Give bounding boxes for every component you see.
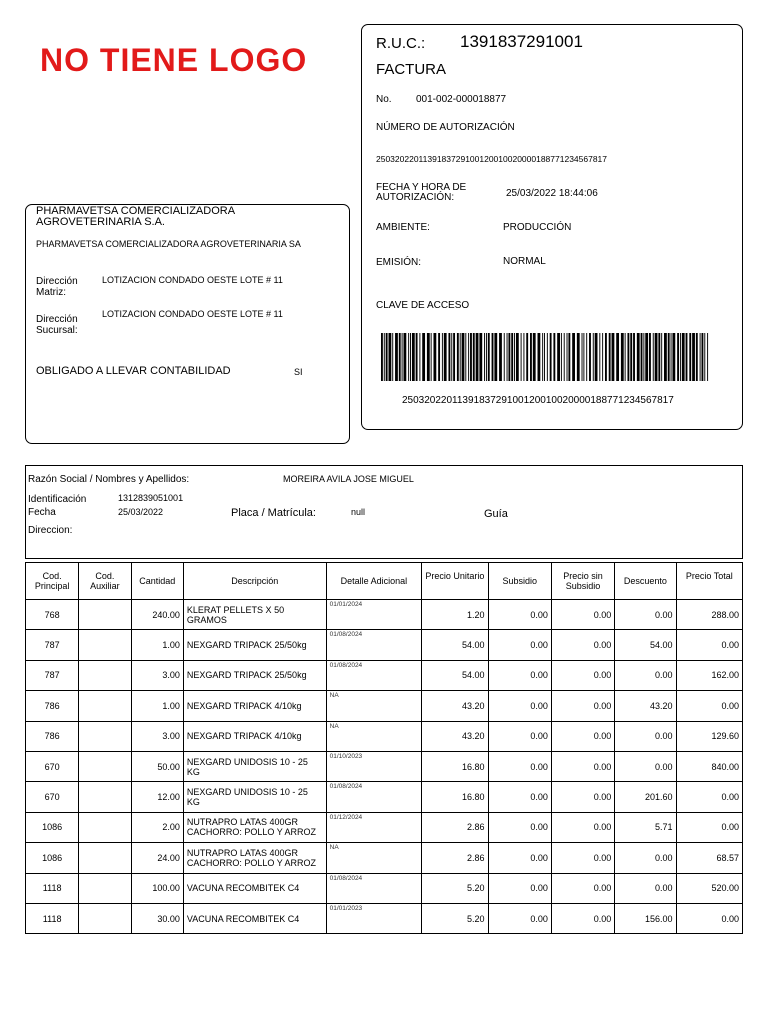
item-cantidad: 3.00 xyxy=(131,660,183,690)
barcode-bar xyxy=(507,333,508,381)
item-precio-total: 129.60 xyxy=(676,721,742,751)
barcode-bar xyxy=(460,333,461,381)
barcode-bar xyxy=(616,333,619,381)
barcode-bar xyxy=(544,333,545,381)
item-subsidio: 0.00 xyxy=(488,812,551,842)
item-cod-principal: 787 xyxy=(26,630,79,660)
item-precio-unitario: 5.20 xyxy=(422,873,488,903)
barcode-bar xyxy=(653,333,654,381)
barcode-bar xyxy=(427,333,430,381)
item-precio-total: 288.00 xyxy=(676,600,742,630)
client-name-label: Razón Social / Nombres y Apellidos: xyxy=(28,474,190,485)
environment-label: AMBIENTE: xyxy=(376,222,430,233)
barcode-bar xyxy=(630,333,632,381)
item-precio-unitario: 54.00 xyxy=(422,630,488,660)
item-precio-unitario: 16.80 xyxy=(422,782,488,812)
logo-placeholder: NO TIENE LOGO xyxy=(40,42,308,78)
item-descripcion: NEXGARD UNIDOSIS 10 - 25 KG xyxy=(183,751,326,781)
barcode-bar xyxy=(511,333,513,381)
authorization-date-label: FECHA Y HORA DE AUTORIZACIÓN: xyxy=(376,182,467,203)
item-cantidad: 1.00 xyxy=(131,630,183,660)
item-precio-unitario: 5.20 xyxy=(422,903,488,933)
item-precio-sin-subsidio: 0.00 xyxy=(551,843,614,873)
barcode-bar xyxy=(564,333,565,381)
barcode-bar xyxy=(419,333,420,381)
barcode-bar xyxy=(677,333,679,381)
barcode-bar xyxy=(403,333,406,381)
barcode-bar xyxy=(410,333,411,381)
item-cod-auxiliar xyxy=(79,751,131,781)
barcode-bar xyxy=(516,333,519,381)
item-descuento: 0.00 xyxy=(615,873,676,903)
barcode-bar xyxy=(633,333,635,381)
item-detalle-adicional: NA xyxy=(326,843,422,873)
item-cod-principal: 786 xyxy=(26,691,79,721)
item-descuento: 0.00 xyxy=(615,721,676,751)
item-descuento: 0.00 xyxy=(615,751,676,781)
item-precio-sin-subsidio: 0.00 xyxy=(551,721,614,751)
item-cantidad: 2.00 xyxy=(131,812,183,842)
item-cantidad: 100.00 xyxy=(131,873,183,903)
item-detalle-adicional: 01/08/2024 xyxy=(326,630,422,660)
table-row xyxy=(26,873,743,903)
item-subsidio: 0.00 xyxy=(488,691,551,721)
table-row xyxy=(26,660,743,690)
table-row xyxy=(26,691,743,721)
barcode-bar xyxy=(412,333,415,381)
item-cod-principal: 1118 xyxy=(26,903,79,933)
item-detalle-adicional: 01/08/2024 xyxy=(326,873,422,903)
item-cod-principal: 1086 xyxy=(26,843,79,873)
col-detalle-adicional: Detalle Adicional xyxy=(326,563,422,600)
barcode-bar xyxy=(442,333,443,381)
invoice-number-value: 001-002-000018877 xyxy=(416,94,507,105)
access-key-text: 2503202201139183729100120010020000188771234567817 xyxy=(402,395,674,406)
barcode-bar xyxy=(386,333,388,381)
barcode-bar xyxy=(389,333,392,381)
barcode-bar xyxy=(494,333,497,381)
barcode-bar xyxy=(625,333,626,381)
item-cod-auxiliar xyxy=(79,721,131,751)
item-cantidad: 50.00 xyxy=(131,751,183,781)
barcode-bar xyxy=(521,333,522,381)
item-detalle-adicional: 01/12/2024 xyxy=(326,812,422,842)
emission-value: NORMAL xyxy=(503,256,546,267)
item-descripcion: NUTRAPRO LATAS 400GR CACHORRO: POLLO Y ARROZ xyxy=(183,812,326,842)
barcode-bar xyxy=(381,333,383,381)
barcode-bar xyxy=(457,333,459,381)
item-descuento: 54.00 xyxy=(615,630,676,660)
plate-value: null xyxy=(351,507,366,517)
barcode-bar xyxy=(692,333,695,381)
barcode-bar xyxy=(586,333,587,381)
barcode-bar xyxy=(645,333,648,381)
table-header-row xyxy=(26,563,743,600)
barcode-bar xyxy=(533,333,536,381)
issuer-trade-name: PHARMAVETSA COMERCIALIZADORA AGROVETERINARIA SA xyxy=(36,239,301,249)
item-detalle-adicional: 01/10/2023 xyxy=(326,751,422,781)
barcode-bar xyxy=(526,333,528,381)
barcode-bar xyxy=(589,333,591,381)
barcode-bar xyxy=(602,333,603,381)
barcode-bar xyxy=(508,333,510,381)
barcode-bar xyxy=(465,333,466,381)
col-descuento: Descuento xyxy=(615,563,676,600)
access-key-barcode xyxy=(381,333,709,381)
barcode-bar xyxy=(499,333,502,381)
client-name-value: MOREIRA AVILA JOSE MIGUEL xyxy=(283,474,414,484)
client-address-label: Direccion: xyxy=(28,525,73,536)
item-precio-sin-subsidio: 0.00 xyxy=(551,751,614,781)
item-detalle-adicional: 01/01/2023 xyxy=(326,903,422,933)
barcode-bar xyxy=(561,333,562,381)
accounting-obligation-value: SI xyxy=(294,367,303,377)
barcode-bar xyxy=(671,333,672,381)
table-row xyxy=(26,782,743,812)
item-descuento: 43.20 xyxy=(615,691,676,721)
item-subsidio: 0.00 xyxy=(488,600,551,630)
item-precio-total: 0.00 xyxy=(676,812,742,842)
head-office-address-value: LOTIZACION CONDADO OESTE LOTE # 11 xyxy=(102,275,283,285)
item-precio-total: 840.00 xyxy=(676,751,742,781)
item-precio-sin-subsidio: 0.00 xyxy=(551,691,614,721)
barcode-bar xyxy=(530,333,532,381)
item-cod-auxiliar xyxy=(79,630,131,660)
authorization-date-value: 25/03/2022 18:44:06 xyxy=(506,188,598,199)
barcode-bar xyxy=(661,333,662,381)
barcode-bar xyxy=(583,333,584,381)
barcode-bar xyxy=(612,333,615,381)
barcode-bar xyxy=(689,333,691,381)
items-table xyxy=(25,562,743,934)
item-subsidio: 0.00 xyxy=(488,843,551,873)
barcode-bar xyxy=(627,333,629,381)
item-precio-total: 162.00 xyxy=(676,660,742,690)
barcode-bar xyxy=(408,333,409,381)
barcode-bar xyxy=(462,333,465,381)
col-descripcion: Descripción xyxy=(183,563,326,600)
item-descripcion: NEXGARD TRIPACK 4/10kg xyxy=(183,691,326,721)
barcode-bar xyxy=(643,333,644,381)
branch-address-label: Dirección Sucursal: xyxy=(36,314,78,336)
barcode-bar xyxy=(431,333,432,381)
barcode-bar xyxy=(672,333,675,381)
barcode-bar xyxy=(605,333,607,381)
item-detalle-adicional: 01/08/2024 xyxy=(326,660,422,690)
item-cod-principal: 768 xyxy=(26,600,79,630)
item-precio-total: 68.57 xyxy=(676,843,742,873)
barcode-bar xyxy=(658,333,660,381)
branch-address-value: LOTIZACION CONDADO OESTE LOTE # 11 xyxy=(102,309,283,319)
table-row xyxy=(26,903,743,933)
item-descripcion: NEXGARD TRIPACK 4/10kg xyxy=(183,721,326,751)
barcode-bar xyxy=(542,333,543,381)
item-precio-total: 0.00 xyxy=(676,782,742,812)
barcode-bar xyxy=(486,333,487,381)
barcode-bar xyxy=(582,333,583,381)
barcode-bar xyxy=(395,333,398,381)
item-cantidad: 1.00 xyxy=(131,691,183,721)
item-cod-auxiliar xyxy=(79,691,131,721)
item-detalle-adicional: NA xyxy=(326,691,422,721)
item-descripcion: NEXGARD TRIPACK 25/50kg xyxy=(183,660,326,690)
item-subsidio: 0.00 xyxy=(488,630,551,660)
barcode-bar xyxy=(700,333,701,381)
item-cod-principal: 670 xyxy=(26,751,79,781)
item-descripcion: NUTRAPRO LATAS 400GR CACHORRO: POLLO Y ARROZ xyxy=(183,843,326,873)
barcode-bar xyxy=(473,333,475,381)
item-precio-sin-subsidio: 0.00 xyxy=(551,660,614,690)
item-descripcion: NEXGARD UNIDOSIS 10 - 25 KG xyxy=(183,782,326,812)
item-precio-total: 520.00 xyxy=(676,873,742,903)
barcode-bar xyxy=(550,333,552,381)
item-precio-sin-subsidio: 0.00 xyxy=(551,903,614,933)
client-date-label: Fecha xyxy=(28,507,56,518)
item-descuento: 5.71 xyxy=(615,812,676,842)
table-row xyxy=(26,812,743,842)
item-precio-sin-subsidio: 0.00 xyxy=(551,630,614,660)
emission-label: EMISIÓN: xyxy=(376,257,422,268)
item-cod-auxiliar xyxy=(79,812,131,842)
item-descripcion: NEXGARD TRIPACK 25/50kg xyxy=(183,630,326,660)
barcode-bar xyxy=(492,333,494,381)
item-precio-total: 0.00 xyxy=(676,903,742,933)
col-cod-auxiliar: Cod. Auxiliar xyxy=(79,563,131,600)
barcode-bar xyxy=(704,333,705,381)
barcode-bar xyxy=(557,333,560,381)
barcode-bar xyxy=(593,333,594,381)
access-key-label: CLAVE DE ACCESO xyxy=(376,300,470,311)
accounting-obligation-label: OBLIGADO A LLEVAR CONTABILIDAD xyxy=(36,365,231,377)
barcode-bar xyxy=(523,333,524,381)
ruc-label: R.U.C.: xyxy=(376,35,426,52)
barcode-bar xyxy=(392,333,393,381)
table-row xyxy=(26,630,743,660)
barcode-bar xyxy=(707,333,708,381)
barcode-bar xyxy=(453,333,455,381)
barcode-bar xyxy=(422,333,425,381)
barcode-bar xyxy=(547,333,548,381)
barcode-bar xyxy=(416,333,418,381)
barcode-bar xyxy=(595,333,598,381)
item-cantidad: 3.00 xyxy=(131,721,183,751)
item-cod-principal: 787 xyxy=(26,660,79,690)
table-row xyxy=(26,843,743,873)
item-cod-principal: 1086 xyxy=(26,812,79,842)
item-cod-auxiliar xyxy=(79,660,131,690)
table-row xyxy=(26,721,743,751)
barcode-bar xyxy=(488,333,490,381)
item-descuento: 0.00 xyxy=(615,843,676,873)
item-subsidio: 0.00 xyxy=(488,782,551,812)
item-detalle-adicional: NA xyxy=(326,721,422,751)
col-precio-total: Precio Total xyxy=(676,563,742,600)
item-descuento: 0.00 xyxy=(615,660,676,690)
barcode-bar xyxy=(479,333,482,381)
col-cod-principal: Cod. Principal xyxy=(26,563,79,600)
client-id-label: Identificación xyxy=(28,494,87,505)
item-cantidad: 12.00 xyxy=(131,782,183,812)
issuer-business-name: PHARMAVETSA COMERCIALIZADORA AGROVETERINARIA S.A. xyxy=(36,205,235,228)
item-precio-sin-subsidio: 0.00 xyxy=(551,782,614,812)
item-cod-principal: 786 xyxy=(26,721,79,751)
item-descripcion: KLERAT PELLETS X 50 GRAMOS xyxy=(183,600,326,630)
item-cantidad: 30.00 xyxy=(131,903,183,933)
barcode-bar xyxy=(538,333,541,381)
item-precio-sin-subsidio: 0.00 xyxy=(551,600,614,630)
barcode-bar xyxy=(438,333,440,381)
barcode-bar xyxy=(702,333,704,381)
authorization-number-value: 2503202201139183729100120010020000188771234567817 xyxy=(376,154,608,164)
barcode-bar xyxy=(448,333,450,381)
item-cod-auxiliar xyxy=(79,843,131,873)
client-date-value: 25/03/2022 xyxy=(118,507,164,517)
item-precio-sin-subsidio: 0.00 xyxy=(551,873,614,903)
barcode-bar xyxy=(664,333,667,381)
barcode-bar xyxy=(468,333,469,381)
document-type: FACTURA xyxy=(376,61,447,78)
item-precio-unitario: 16.80 xyxy=(422,751,488,781)
barcode-bar xyxy=(621,333,624,381)
barcode-bar xyxy=(402,333,403,381)
item-cod-auxiliar xyxy=(79,873,131,903)
item-detalle-adicional: 01/01/2024 xyxy=(326,600,422,630)
item-precio-unitario: 2.86 xyxy=(422,812,488,842)
item-descuento: 156.00 xyxy=(615,903,676,933)
barcode-bar xyxy=(444,333,447,381)
item-cod-auxiliar xyxy=(79,782,131,812)
barcode-bar xyxy=(680,333,681,381)
item-precio-unitario: 43.20 xyxy=(422,691,488,721)
item-descripcion: VACUNA RECOMBITEK C4 xyxy=(183,903,326,933)
item-precio-unitario: 1.20 xyxy=(422,600,488,630)
barcode-bar xyxy=(577,333,580,381)
table-row xyxy=(26,751,743,781)
item-precio-sin-subsidio: 0.00 xyxy=(551,812,614,842)
item-subsidio: 0.00 xyxy=(488,903,551,933)
item-descuento: 201.60 xyxy=(615,782,676,812)
barcode-bar xyxy=(476,333,479,381)
item-cod-principal: 670 xyxy=(26,782,79,812)
item-descuento: 0.00 xyxy=(615,600,676,630)
item-subsidio: 0.00 xyxy=(488,721,551,751)
guide-label: Guía xyxy=(484,508,508,520)
plate-label: Placa / Matrícula: xyxy=(231,507,316,519)
item-cod-principal: 1118 xyxy=(26,873,79,903)
barcode-bar xyxy=(504,333,505,381)
ruc-value: 1391837291001 xyxy=(460,32,583,51)
barcode-bar xyxy=(682,333,685,381)
item-subsidio: 0.00 xyxy=(488,751,551,781)
item-precio-unitario: 2.86 xyxy=(422,843,488,873)
item-detalle-adicional: 01/08/2024 xyxy=(326,782,422,812)
barcode-bar xyxy=(637,333,640,381)
barcode-bar xyxy=(599,333,600,381)
barcode-bar xyxy=(553,333,555,381)
barcode-bar xyxy=(433,333,436,381)
barcode-bar xyxy=(514,333,515,381)
item-cantidad: 24.00 xyxy=(131,843,183,873)
barcode-bar xyxy=(384,333,385,381)
item-cantidad: 240.00 xyxy=(131,600,183,630)
col-cantidad: Cantidad xyxy=(131,563,183,600)
barcode-bar xyxy=(668,333,670,381)
barcode-bar xyxy=(399,333,401,381)
barcode-bar xyxy=(696,333,698,381)
barcode-bar xyxy=(572,333,575,381)
barcode-bar xyxy=(649,333,651,381)
item-cod-auxiliar xyxy=(79,600,131,630)
item-precio-unitario: 43.20 xyxy=(422,721,488,751)
table-row xyxy=(26,600,743,630)
item-descripcion: VACUNA RECOMBITEK C4 xyxy=(183,873,326,903)
barcode-bar xyxy=(470,333,472,381)
col-precio-sin-subsidio: Precio sin Subsidio xyxy=(551,563,614,600)
barcode-bar xyxy=(686,333,688,381)
head-office-address-label: Dirección Matriz: xyxy=(36,276,78,298)
item-precio-unitario: 54.00 xyxy=(422,660,488,690)
barcode-bar xyxy=(655,333,658,381)
environment-value: PRODUCCIÓN xyxy=(503,222,572,233)
barcode-bar xyxy=(609,333,611,381)
item-subsidio: 0.00 xyxy=(488,660,551,690)
item-subsidio: 0.00 xyxy=(488,873,551,903)
barcode-bar xyxy=(641,333,643,381)
barcode-bar xyxy=(568,333,570,381)
col-subsidio: Subsidio xyxy=(488,563,551,600)
barcode-bar xyxy=(484,333,485,381)
item-precio-total: 0.00 xyxy=(676,691,742,721)
barcode-bar xyxy=(567,333,568,381)
item-cod-auxiliar xyxy=(79,903,131,933)
invoice-number-label: No. xyxy=(376,94,392,105)
item-precio-total: 0.00 xyxy=(676,630,742,660)
barcode-bar xyxy=(451,333,452,381)
authorization-number-label: NÚMERO DE AUTORIZACIÓN xyxy=(376,122,515,133)
client-id-value: 1312839051001 xyxy=(118,493,184,503)
col-precio-unitario: Precio Unitario xyxy=(422,563,488,600)
